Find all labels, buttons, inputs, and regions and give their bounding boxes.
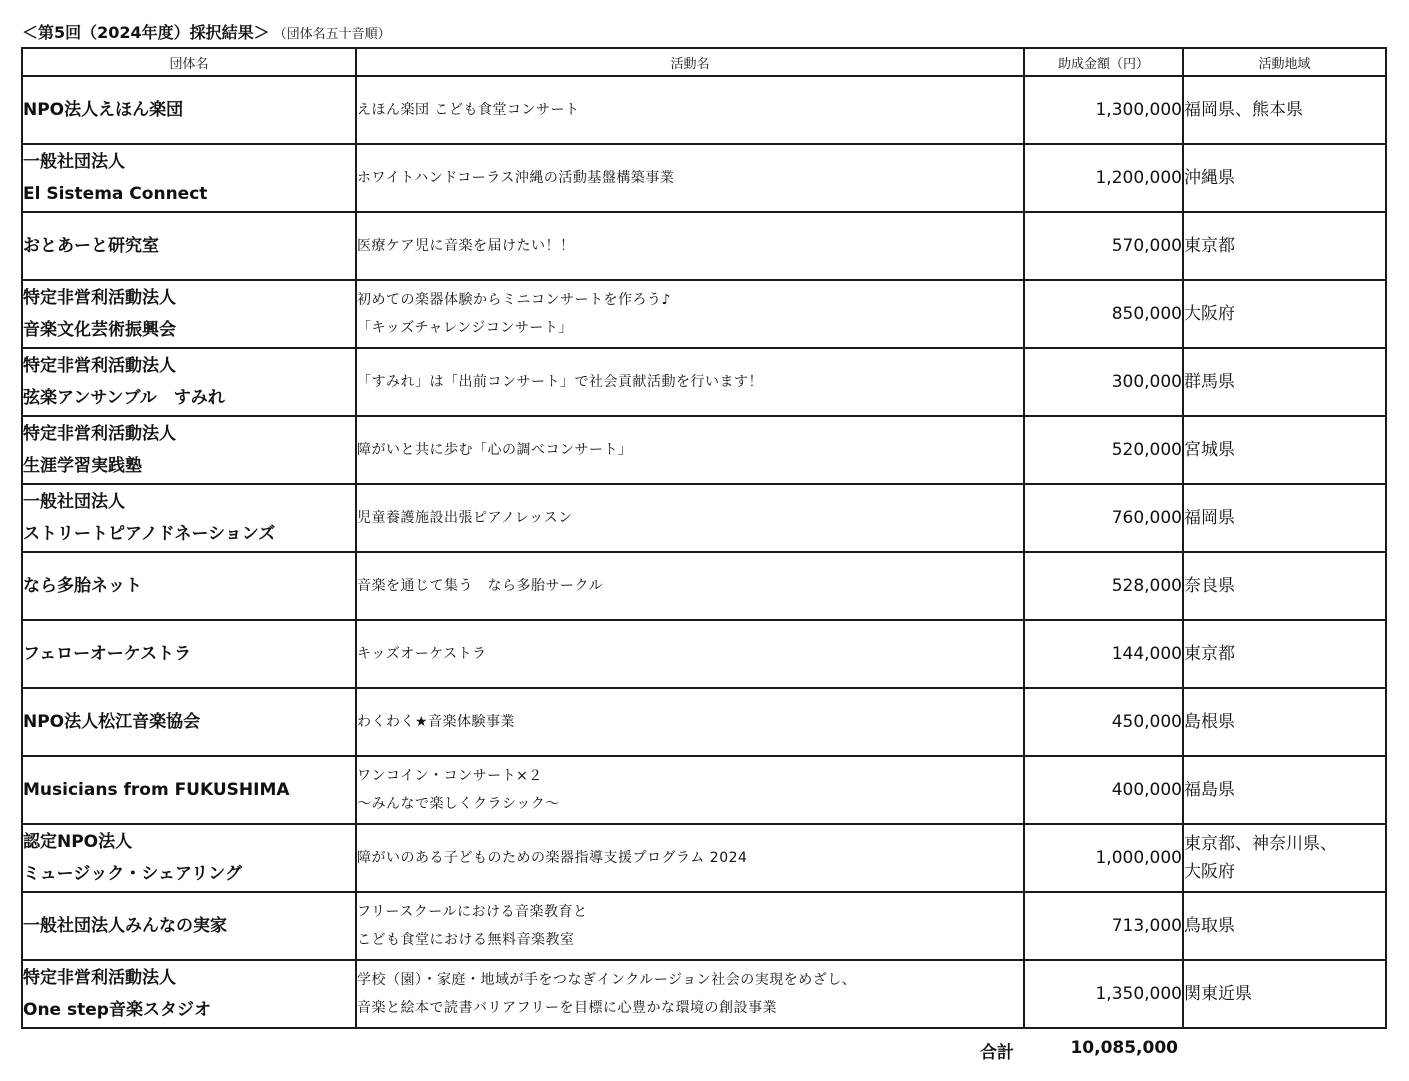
header-amount: 助成金額（円） xyxy=(1024,48,1183,76)
activity-region-line: 関東近県 xyxy=(1184,984,1252,1004)
activity-region-cell xyxy=(1183,824,1386,892)
activity-region-cell xyxy=(1183,960,1386,1028)
org-name-line: 生涯学習実践塾 xyxy=(23,456,142,476)
table-row xyxy=(22,484,1386,552)
org-name-cell xyxy=(22,416,356,484)
org-name-cell xyxy=(22,348,356,416)
activity-name-line: 「すみれ」は「出前コンサート」で社会貢献活動を行います！ xyxy=(357,374,763,390)
org-name-line: 特定非営利活動法人 xyxy=(23,356,176,376)
activity-region-line: 鳥取県 xyxy=(1184,916,1235,936)
table-row xyxy=(22,756,1386,824)
grant-amount-cell: 528,000 xyxy=(1024,552,1183,620)
activity-region-line: 宮城県 xyxy=(1184,440,1235,460)
table-row xyxy=(22,960,1386,1028)
activity-region-line: 大阪府 xyxy=(1184,862,1235,882)
table-body xyxy=(22,76,1386,1028)
activity-name-cell xyxy=(356,756,1024,824)
title-note: （団体名五十音順） xyxy=(273,27,391,42)
activity-region-line: 沖縄県 xyxy=(1184,168,1235,188)
activity-region-line: 福岡県 xyxy=(1184,508,1235,528)
org-name-line: NPO法人えほん楽団 xyxy=(23,100,184,120)
org-name-line: El Sistema Connect xyxy=(23,184,208,204)
org-name-cell xyxy=(22,212,356,280)
org-name-line: 特定非営利活動法人 xyxy=(23,288,176,308)
activity-name-cell xyxy=(356,416,1024,484)
activity-name-line: 音楽と絵本で読書バリアフリーを目標に心豊かな環境の創設事業 xyxy=(357,1000,777,1016)
activity-name-cell xyxy=(356,144,1024,212)
activity-region-line: 東京都 xyxy=(1184,236,1235,256)
table-row xyxy=(22,892,1386,960)
grant-amount-cell: 520,000 xyxy=(1024,416,1183,484)
activity-name-cell xyxy=(356,348,1024,416)
grant-amount-cell: 850,000 xyxy=(1024,280,1183,348)
org-name-line: 特定非営利活動法人 xyxy=(23,424,176,444)
activity-name-line: 学校（園）・家庭・地域が手をつなぎインクルージョン社会の実現をめざし、 xyxy=(357,972,857,988)
org-name-cell xyxy=(22,484,356,552)
total-value: 10,085,000 xyxy=(1070,1038,1178,1058)
grant-amount-cell: 1,350,000 xyxy=(1024,960,1183,1028)
grant-amount-cell: 300,000 xyxy=(1024,348,1183,416)
header-region: 活動地域 xyxy=(1183,48,1386,76)
activity-name-line: 「キッズチャレンジコンサート」 xyxy=(357,320,573,336)
activity-name-line: 障がいのある子どものための楽器指導支援プログラム 2024 xyxy=(357,850,748,866)
activity-name-line: こども食堂における無料音楽教室 xyxy=(357,932,575,948)
org-name-cell xyxy=(22,76,356,144)
activity-name-line: フリースクールにおける音楽教育と xyxy=(357,904,588,920)
org-name-line: なら多胎ネット xyxy=(23,576,142,596)
activity-name-cell xyxy=(356,960,1024,1028)
org-name-cell xyxy=(22,824,356,892)
activity-name-cell xyxy=(356,552,1024,620)
org-name-cell xyxy=(22,280,356,348)
org-name-line: フェローオーケストラ xyxy=(23,644,192,664)
activity-name-cell xyxy=(356,212,1024,280)
header-org: 団体名 xyxy=(22,48,356,76)
activity-name-cell xyxy=(356,688,1024,756)
org-name-line: 一般社団法人みんなの実家 xyxy=(23,916,227,936)
activity-region-cell xyxy=(1183,892,1386,960)
grant-amount-cell: 570,000 xyxy=(1024,212,1183,280)
activity-region-cell xyxy=(1183,620,1386,688)
org-name-cell xyxy=(22,960,356,1028)
title-main: ＜第5回（2024年度）採択結果＞ xyxy=(22,23,270,42)
grant-amount-cell: 450,000 xyxy=(1024,688,1183,756)
activity-region-cell xyxy=(1183,144,1386,212)
org-name-line: 認定NPO法人 xyxy=(23,832,133,852)
org-name-cell xyxy=(22,892,356,960)
activity-name-line: 児童養護施設出張ピアノレッスン xyxy=(357,510,573,526)
org-name-line: One step音楽スタジオ xyxy=(23,1000,211,1020)
activity-name-line: ～みんなで楽しくクラシック～ xyxy=(357,796,560,812)
org-name-line: 一般社団法人 xyxy=(23,492,125,512)
activity-name-line: ワンコイン・コンサート×２ xyxy=(357,768,543,784)
activity-name-line: 障がいと共に歩む「心の調べコンサート」 xyxy=(357,442,633,458)
activity-name-cell xyxy=(356,76,1024,144)
org-name-line: NPO法人松江音楽協会 xyxy=(23,712,201,732)
activity-region-cell xyxy=(1183,416,1386,484)
activity-region-cell xyxy=(1183,212,1386,280)
activity-region-line: 大阪府 xyxy=(1184,304,1235,324)
org-name-line: ミュージック・シェアリング xyxy=(23,864,242,884)
table-row xyxy=(22,416,1386,484)
activity-region-line: 島根県 xyxy=(1184,712,1235,732)
activity-region-cell xyxy=(1183,348,1386,416)
activity-name-line: えほん楽団 こども食堂コンサート xyxy=(357,102,580,118)
activity-region-line: 群馬県 xyxy=(1184,372,1235,392)
table-row xyxy=(22,552,1386,620)
activity-name-line: わくわく★音楽体験事業 xyxy=(357,714,516,730)
activity-name-cell xyxy=(356,824,1024,892)
grant-amount-cell: 760,000 xyxy=(1024,484,1183,552)
table-row xyxy=(22,280,1386,348)
activity-region-cell xyxy=(1183,280,1386,348)
activity-name-line: 医療ケア児に音楽を届けたい！！ xyxy=(357,238,575,254)
table-row xyxy=(22,348,1386,416)
activity-region-line: 東京都、神奈川県、 xyxy=(1184,834,1337,854)
activity-name-line: 音楽を通じて集う なら多胎サークル xyxy=(357,578,604,594)
activity-region-cell xyxy=(1183,552,1386,620)
org-name-cell xyxy=(22,144,356,212)
activity-name-line: 初めての楽器体験からミニコンサートを作ろう♪ xyxy=(357,292,671,308)
activity-region-line: 福岡県、熊本県 xyxy=(1184,100,1303,120)
table-row xyxy=(22,144,1386,212)
org-name-line: Musicians from FUKUSHIMA xyxy=(23,780,290,800)
activity-region-cell xyxy=(1183,76,1386,144)
activity-name-cell xyxy=(356,280,1024,348)
activity-region-cell xyxy=(1183,688,1386,756)
grant-amount-cell: 1,300,000 xyxy=(1024,76,1183,144)
org-name-line: ストリートピアノドネーションズ xyxy=(23,524,276,544)
table-header-row xyxy=(22,48,1386,76)
table-row xyxy=(22,688,1386,756)
activity-name-cell xyxy=(356,892,1024,960)
activity-name-cell xyxy=(356,620,1024,688)
org-name-cell xyxy=(22,552,356,620)
org-name-line: 弦楽アンサンブル すみれ xyxy=(23,388,225,408)
org-name-cell xyxy=(22,688,356,756)
activity-name-line: ホワイトハンドコーラス沖縄の活動基盤構築事業 xyxy=(357,170,675,186)
org-name-line: 特定非営利活動法人 xyxy=(23,968,176,988)
activity-name-cell xyxy=(356,484,1024,552)
org-name-line: 音楽文化芸術振興会 xyxy=(23,320,176,340)
org-name-line: 一般社団法人 xyxy=(23,152,125,172)
grant-amount-cell: 144,000 xyxy=(1024,620,1183,688)
table-row xyxy=(22,824,1386,892)
page-title xyxy=(22,20,391,43)
activity-region-cell xyxy=(1183,756,1386,824)
table-row xyxy=(22,212,1386,280)
org-name-line: おとあーと研究室 xyxy=(23,236,159,256)
grant-amount-cell: 1,200,000 xyxy=(1024,144,1183,212)
activity-region-line: 奈良県 xyxy=(1184,576,1235,596)
grant-amount-cell: 1,000,000 xyxy=(1024,824,1183,892)
total-label: 合計 xyxy=(980,1043,1014,1063)
grant-results-table xyxy=(21,47,1387,1029)
activity-region-line: 東京都 xyxy=(1184,644,1235,664)
activity-region-line: 福島県 xyxy=(1184,780,1235,800)
grant-amount-cell: 400,000 xyxy=(1024,756,1183,824)
org-name-cell xyxy=(22,620,356,688)
table-row xyxy=(22,76,1386,144)
grant-amount-cell: 713,000 xyxy=(1024,892,1183,960)
activity-region-cell xyxy=(1183,484,1386,552)
header-activity: 活動名 xyxy=(356,48,1024,76)
org-name-cell xyxy=(22,756,356,824)
table-row xyxy=(22,620,1386,688)
activity-name-line: キッズオーケストラ xyxy=(357,646,487,662)
